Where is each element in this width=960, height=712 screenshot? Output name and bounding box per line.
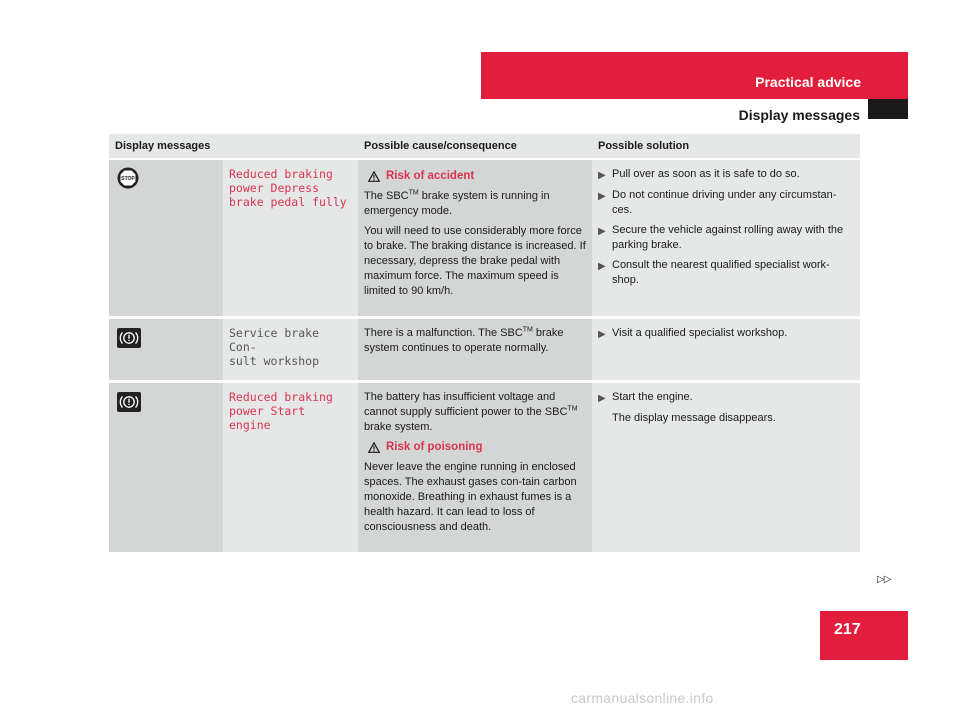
cause-paragraph bbox=[364, 390, 586, 435]
warning-triangle-icon bbox=[368, 442, 380, 453]
solution-text: Consult the nearest qualified specialist work-shop. bbox=[612, 259, 830, 286]
warning-title: Risk of accident bbox=[386, 170, 475, 182]
bullet-arrow-icon: ▶ bbox=[598, 261, 606, 272]
bullet-arrow-icon: ▶ bbox=[598, 170, 606, 181]
column-header-solution: Possible solution bbox=[592, 134, 860, 160]
solution-item bbox=[598, 167, 854, 183]
cause-paragraph bbox=[364, 189, 586, 219]
cause-paragraph: You will need to use considerably more force to brake. The braking distance is increased. If necessary, depress the brake pedal with maximum force. The maximum speed is limited to 90 km/h. bbox=[364, 225, 586, 297]
section-header-bar bbox=[481, 52, 908, 99]
cause-cell bbox=[358, 319, 592, 383]
solution-item bbox=[598, 258, 854, 288]
brake-warning-icon bbox=[117, 392, 141, 412]
row-icon-cell bbox=[109, 160, 223, 319]
page-subtitle: Display messages bbox=[738, 107, 860, 123]
row-icon-cell bbox=[109, 383, 223, 555]
display-message-text: Reduced braking power Depress brake pedal fully bbox=[229, 167, 347, 209]
svg-text:STOP: STOP bbox=[121, 176, 135, 182]
warning-heading bbox=[368, 440, 586, 455]
trademark-mark: TM bbox=[408, 189, 419, 197]
cause-paragraph: Never leave the engine running in enclosed spaces. The exhaust gases con-tain carbon monoxide. Breathing in exhaust fumes is a health hazard. It can lead to loss of consciousness and death. bbox=[364, 461, 577, 533]
solution-text: Pull over as soon as it is safe to do so. bbox=[612, 168, 800, 180]
solution-cell bbox=[592, 383, 860, 555]
solution-item bbox=[598, 188, 854, 218]
cause-paragraph bbox=[364, 326, 586, 356]
display-messages-table bbox=[109, 134, 860, 555]
solution-text: Start the engine. bbox=[612, 391, 693, 403]
solution-text: Secure the vehicle against rolling away with the parking brake. bbox=[612, 224, 844, 251]
bullet-arrow-icon: ▶ bbox=[598, 191, 606, 202]
table-row bbox=[109, 383, 860, 555]
cause-text: The battery has insufficient voltage and cannot supply sufficient power to the SBC bbox=[364, 391, 568, 418]
trademark-mark: TM bbox=[567, 405, 578, 413]
page-number-box bbox=[820, 611, 908, 660]
watermark: carmanualsonline.info bbox=[571, 690, 714, 706]
solution-note: The display message disappears. bbox=[612, 412, 776, 424]
cause-text: brake system is running in emergency mode. bbox=[364, 190, 550, 217]
solution-cell bbox=[592, 160, 860, 319]
header-tab-marker bbox=[868, 99, 908, 119]
brake-warning-icon bbox=[117, 328, 141, 348]
table-row bbox=[109, 319, 860, 383]
stop-icon bbox=[117, 167, 139, 189]
trademark-mark: TM bbox=[522, 326, 533, 334]
solution-text: Do not continue driving under any circumstan-ces. bbox=[612, 189, 837, 216]
cause-cell bbox=[358, 383, 592, 555]
cause-text: brake system continues to operate normally. bbox=[364, 327, 564, 354]
table-row bbox=[109, 160, 860, 319]
solution-cell bbox=[592, 319, 860, 383]
solution-item bbox=[598, 390, 854, 406]
cause-text: The SBC bbox=[364, 190, 409, 202]
cause-cell bbox=[358, 160, 592, 319]
solution-item bbox=[598, 223, 854, 253]
cause-text: There is a malfunction. The SBC bbox=[364, 327, 523, 339]
display-message-cell bbox=[223, 319, 358, 383]
display-message-cell bbox=[223, 160, 358, 319]
warning-title: Risk of poisoning bbox=[386, 441, 483, 453]
warning-triangle-icon bbox=[368, 171, 380, 182]
bullet-arrow-icon: ▶ bbox=[598, 226, 606, 237]
bullet-arrow-icon: ▶ bbox=[598, 329, 606, 340]
display-message-cell bbox=[223, 383, 358, 555]
display-message-text: Service brake Con- sult workshop bbox=[229, 326, 320, 368]
bullet-arrow-icon: ▶ bbox=[598, 393, 606, 404]
row-icon-cell bbox=[109, 319, 223, 383]
column-header-display-messages: Display messages bbox=[109, 134, 358, 160]
table-header-row bbox=[109, 134, 860, 160]
continued-marker: ▷▷ bbox=[877, 574, 891, 585]
solution-text: Visit a qualified specialist workshop. bbox=[612, 327, 788, 339]
display-message-text: Reduced braking power Start engine bbox=[229, 390, 333, 432]
cause-text: brake system. bbox=[364, 421, 433, 433]
warning-heading bbox=[368, 169, 586, 184]
column-header-cause: Possible cause/consequence bbox=[358, 134, 592, 160]
solution-item bbox=[598, 326, 854, 342]
page-number: 217 bbox=[834, 621, 861, 638]
section-title: Practical advice bbox=[755, 74, 861, 90]
